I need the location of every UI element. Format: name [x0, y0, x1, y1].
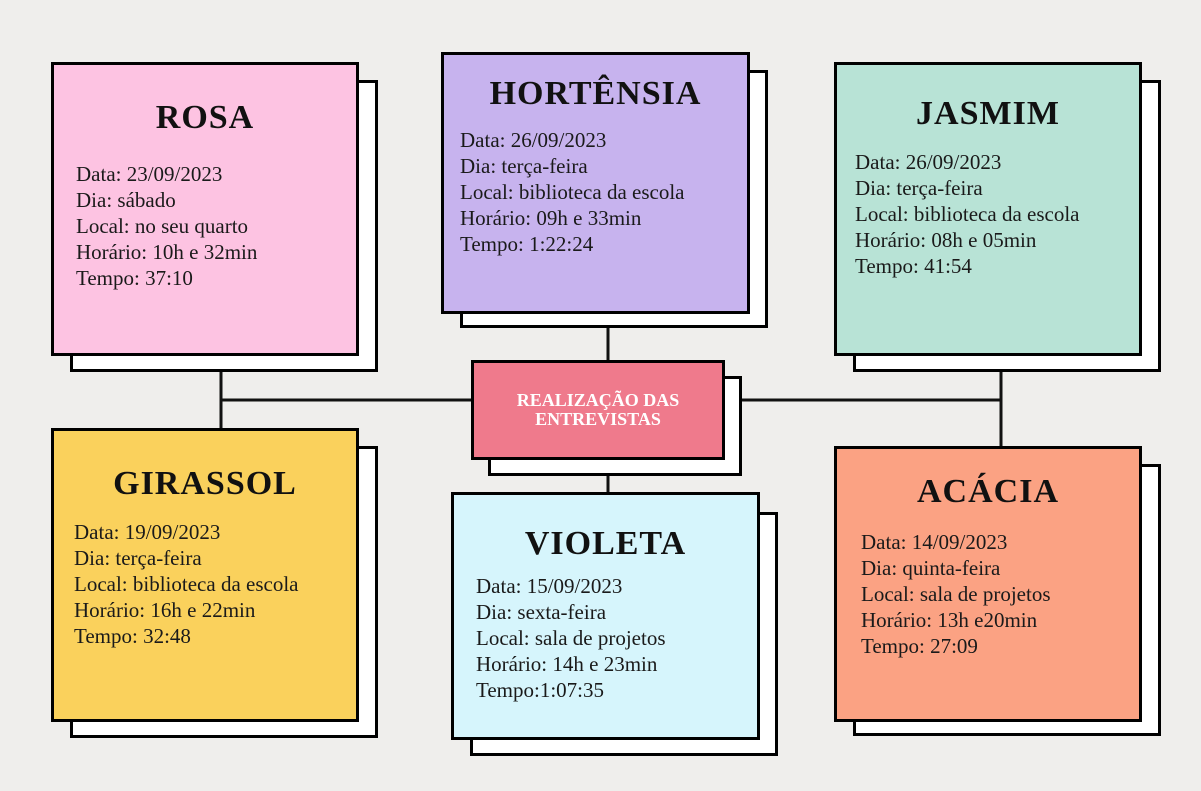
- card-local: Local: biblioteca da escola: [855, 202, 1080, 226]
- card-local: Local: biblioteca da escola: [74, 572, 299, 596]
- card-hortensia: [441, 52, 750, 314]
- card-violeta: [451, 492, 760, 740]
- card-rosa: [51, 62, 359, 356]
- card-time: Horário: 13h e20min: [861, 608, 1038, 632]
- card-date: Data: 19/09/2023: [74, 520, 221, 544]
- card-day: Dia: terça-feira: [460, 154, 588, 178]
- card-duration: Tempo: 27:09: [861, 634, 978, 658]
- center-title-line1: REALIZAÇÃO DAS: [516, 390, 680, 410]
- card-title: ACÁCIA: [917, 473, 1059, 510]
- card-local: Local: sala de projetos: [476, 626, 666, 650]
- card-title: HORTÊNSIA: [489, 75, 702, 112]
- card-time: Horário: 14h e 23min: [476, 652, 658, 676]
- card-local: Local: biblioteca da escola: [460, 180, 685, 204]
- card-time: Horário: 10h e 32min: [76, 240, 258, 264]
- center-title-box: [471, 360, 725, 460]
- center-title-line2: ENTREVISTAS: [535, 409, 661, 429]
- card-girassol: [51, 428, 359, 722]
- card-duration: Tempo: 41:54: [855, 254, 972, 278]
- card-title: ROSA: [155, 99, 255, 136]
- card-date: Data: 26/09/2023: [855, 150, 1002, 174]
- card-day: Dia: sexta-feira: [476, 600, 607, 624]
- card-day: Dia: terça-feira: [74, 546, 202, 570]
- card-local: Local: no seu quarto: [76, 214, 249, 238]
- card-duration: Tempo: 32:48: [74, 624, 191, 648]
- card-time: Horário: 09h e 33min: [460, 206, 642, 230]
- card-time: Horário: 16h e 22min: [74, 598, 256, 622]
- card-acacia: [834, 446, 1142, 722]
- card-title: GIRASSOL: [113, 465, 297, 502]
- card-title: VIOLETA: [524, 525, 687, 562]
- card-day: Dia: sábado: [76, 188, 176, 212]
- card-date: Data: 15/09/2023: [476, 574, 623, 598]
- card-jasmim: [834, 62, 1142, 356]
- card-date: Data: 23/09/2023: [76, 162, 223, 186]
- card-duration: Tempo:1:07:35: [476, 678, 605, 702]
- card-day: Dia: terça-feira: [855, 176, 983, 200]
- card-local: Local: sala de projetos: [861, 582, 1051, 606]
- card-duration: Tempo: 1:22:24: [460, 232, 594, 256]
- card-title: JASMIM: [916, 95, 1060, 132]
- card-time: Horário: 08h e 05min: [855, 228, 1037, 252]
- card-duration: Tempo: 37:10: [76, 266, 193, 290]
- card-day: Dia: quinta-feira: [861, 556, 1001, 580]
- card-date: Data: 14/09/2023: [861, 530, 1008, 554]
- card-date: Data: 26/09/2023: [460, 128, 607, 152]
